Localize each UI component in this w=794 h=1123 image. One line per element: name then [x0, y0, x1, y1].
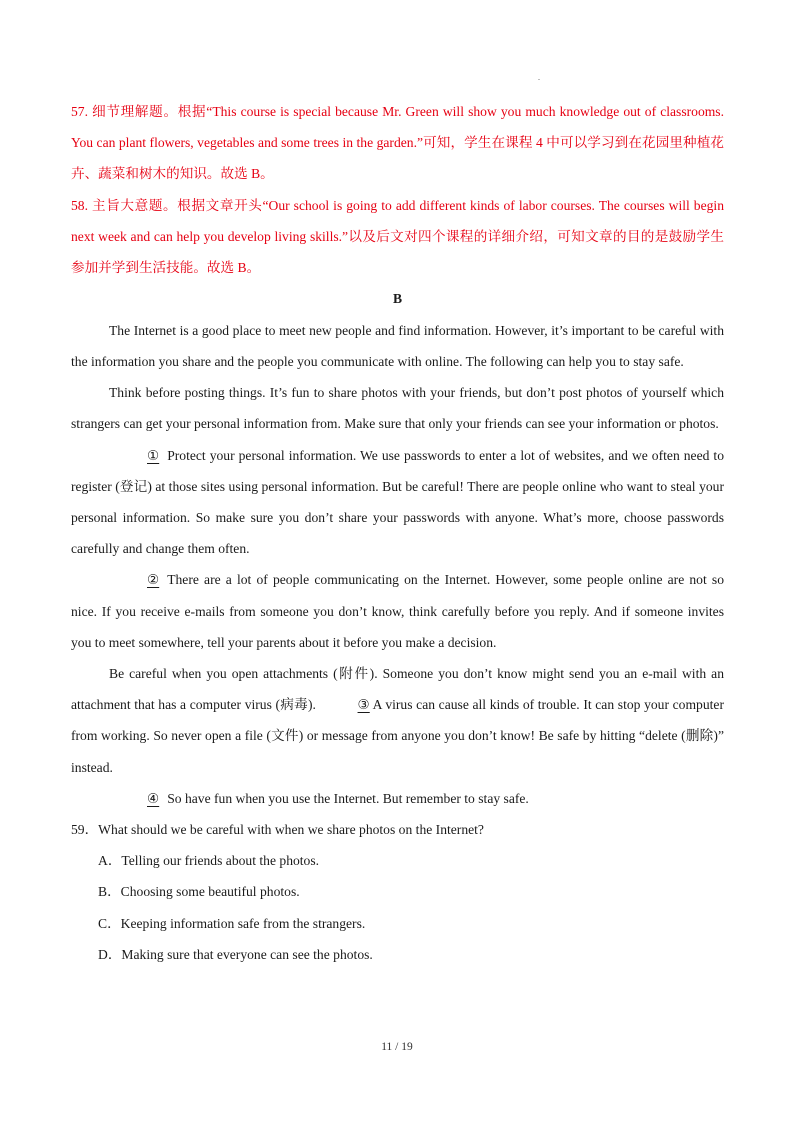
paragraph-3-text: Protect your personal information. We use passwords to enter a lot of websites, and we often need to register (登记) at those sites using personal information. But be careful! There are people online who want to steal your personal information. So make sure you don’t share your passwords with anyone. What’s more, choose passwords carefully and change them often.	[71, 447, 724, 557]
option-a: A．Telling our friends about the photos.	[98, 853, 320, 869]
passage-paragraph-3	[71, 440, 724, 565]
paragraph-5-text-before: Be careful when you open attachments (附件). Someone you don’t know might send you an e-mail with an attachment that has a computer virus (病毒).	[71, 666, 724, 713]
option-b: B．Choosing some beautiful photos.	[98, 884, 300, 900]
section-title: B	[392, 291, 403, 307]
blank-2: ②	[147, 572, 160, 588]
blank-1: ①	[147, 447, 160, 463]
header-mark: .	[538, 73, 540, 82]
paragraph-6-text: So have fun when you use the Internet. But remember to stay safe.	[167, 790, 529, 806]
paragraph-5-text-after: A virus can cause all kinds of trouble. It can stop your computer from working. So never open a file (文件) or message from anyone you don’t know! Be safe by hitting “delete (删除)” instead.	[71, 697, 724, 775]
passage-paragraph-5	[71, 658, 724, 783]
blank-3: ③	[357, 697, 370, 713]
option-d: D．Making sure that everyone can see the photos.	[98, 946, 373, 962]
paragraph-4-text: There are a lot of people communicating on the Internet. However, some people online are not so nice. If you receive e-mails from someone you don’t know, think carefully before you reply. And if someone invites you to meet somewhere, tell your parents about it before you make a decision.	[71, 572, 724, 650]
passage-paragraph-6	[71, 783, 724, 814]
option-c: C．Keeping information safe from the strangers.	[98, 915, 366, 931]
page-number: 11 / 19	[381, 1041, 413, 1053]
answer-explanation-58: 58. 主旨大意题。根据文章开头“Our school is going to add different kinds of labor courses. The courses will begin next week and can help you develop living skills.”以及后文对四个课程的详细介绍，可知文章的目的是鼓励学生参加并学到生活技能。故选 B。	[71, 197, 724, 276]
passage-paragraph-1: The Internet is a good place to meet new people and find information. However, it’s important to be careful with the information you share and the people you communicate with online. The following can help you to stay safe.	[71, 322, 724, 370]
blank-4: ④	[147, 790, 160, 806]
answer-explanation-57: 57. 细节理解题。根据“This course is special because Mr. Green will show you much knowledge out of classrooms. You can plant flowers, vegetables and some trees in the garden.”可知，学生在课程 4 中可以学习到在花园里种植花卉、蔬菜和树木的知识。故选 B。	[71, 104, 724, 182]
passage-paragraph-2: Think before posting things. It’s fun to share photos with your friends, but don’t post photos of yourself which strangers can get your personal information from. Make sure that only your friends can see your information or photos.	[71, 385, 724, 432]
question-59-stem: 59．What should we be careful with when we share photos on the Internet?	[71, 822, 484, 838]
page-content	[71, 96, 724, 970]
passage-paragraph-4	[71, 564, 724, 658]
